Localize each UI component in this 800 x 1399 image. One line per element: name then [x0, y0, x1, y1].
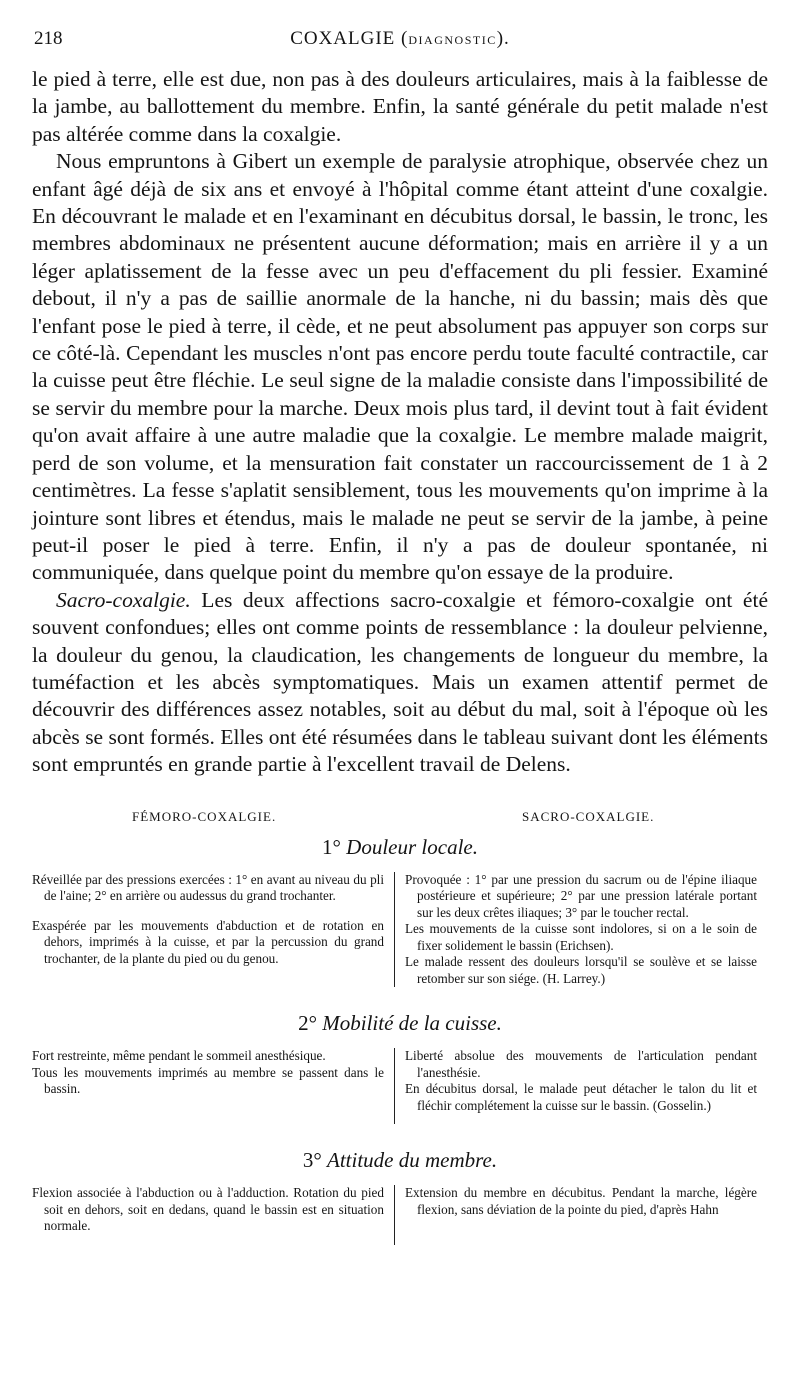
- table-column-left: [32, 872, 394, 988]
- paragraph-3: [32, 587, 768, 779]
- running-title-main: COXALGIE (: [290, 28, 409, 49]
- spacer: [32, 1124, 768, 1144]
- page-number: 218: [34, 28, 63, 49]
- spacer: [32, 987, 768, 1007]
- table-entry: Tous les mouvements imprimés au membre se passent dans le bassin.: [32, 1064, 384, 1097]
- table-entry: Fort restreinte, même pendant le sommeil anesthésique.: [32, 1048, 326, 1064]
- paragraph-2: Nous empruntons à Gibert un exemple de paralysie atrophique, observée chez un enfant âgé déjà de six ans et envoyé à l'hôpital comme étant atteint d'une coxalgie. En découvrant le malade et en l'examinant en décubitus dorsal, le bassin, le tronc, les membres abdominaux ne présentent aucune déformation; mais en arrière il y a un léger aplatissement de la fesse avec un peu d'effacement du pli fessier. Examiné debout, il n'y a pas de saillie anormale de la hanche, ni du bassin; mais dès que l'enfant pose le pied à terre, il cède, et ne peut absolument pas appuyer son corps sur ce côté-là. Cependant les muscles n'ont pas encore perdu toute faculté contractile, car la cuisse peut être fléchie. Le seul signe de la maladie consiste dans l'impossibilité de se servir du membre pour la marche. Deux mois plus tard, il devint tout à fait évident qu'on avait affaire à une autre maladie que la coxalgie. Le membre malade maigrit, perd de son volume, et la mensuration fait constater un raccourcissement de 1 à 2 centimètres. La fesse s'aplatit sensiblement, tous les mouvements qu'on imprime à la jointure sont libres et étendus, mais le malade ne peut se servir de la jambe, à peine peut-il poser le pied à terre. Enfin, il n'y a pas de douleur spontanée, ni communiquée, dans quelque point du membre qu'on essaye de la produire.: [32, 149, 768, 585]
- section-number: 3°: [302, 1148, 322, 1173]
- table-column-right: [394, 1185, 757, 1245]
- paragraph-1: le pied à terre, elle est due, non pas à des douleurs articulaires, mais à la faiblesse de la jambe, au ballottement du membre. Enfin, la santé générale du petit malade n'est pas altérée comme dans la coxalgie.: [32, 67, 768, 146]
- paragraph-3-lead: Sacro-coxalgie.: [56, 587, 191, 612]
- column-heading-femoro: FÉMORO-COXALGIE.: [132, 808, 277, 824]
- column-headings: [32, 809, 768, 831]
- table-entry: Exaspérée par les mouvements d'abduction et de rotation en dehors, imprimés à la cuisse, et par la percussion du grand trochanter, de la plante du pied ou du genou.: [32, 917, 384, 966]
- running-title-end: ).: [496, 28, 510, 49]
- section-number: 2°: [298, 1011, 317, 1036]
- table-column-right: [394, 1048, 757, 1124]
- table-entry: Flexion associée à l'abduction ou à l'adduction. Rotation du pied soit en dehors, soit en dedans, quand le bassin est en situation normale.: [32, 1185, 384, 1234]
- table-entry: En décubitus dorsal, le malade peut détacher le talon du lit et fléchir complétement la cuisse sur le bassin. (Gosselin.): [405, 1081, 757, 1113]
- paragraph-3-text: Les deux affections sacro-coxalgie et fémoro-coxalgie ont été souvent confondues; elles ont comme points de ressemblance : la douleur pelvienne, la douleur du genou, la claudication, les changements de longueur du membre, la tuméfaction et les abcès symptomatiques. Mais un examen attentif permet de découvrir des différences assez notables, soit au début du mal, soit à l'époque où les abcès se sont formés. Elles ont été résumées dans le tableau suivant dont les éléments sont empruntés en grande partie à l'excellent travail de Delens.: [32, 587, 768, 777]
- section-title-1: [32, 835, 768, 860]
- section-heading: Attitude du membre.: [327, 1148, 498, 1173]
- running-title: [32, 28, 768, 50]
- section-title-2: [32, 1011, 768, 1036]
- table-entry: Le malade ressent des douleurs lorsqu'il se soulève et se laisse retomber sur son siége. (H. Larrey.): [405, 954, 757, 986]
- table-entry: Réveillée par des pressions exercées : 1° en avant au niveau du pli de l'aine; 2° en arrière ou audessus du grand trochanter.: [32, 871, 384, 904]
- comparison-table-3: [32, 1185, 768, 1245]
- page: [32, 28, 768, 1245]
- table-entry: Les mouvements de la cuisse sont indolores, si on a le soin de fixer solidement le bassin (Erichsen).: [405, 921, 757, 953]
- section-number: 1°: [322, 834, 341, 859]
- table-column-left: [32, 1185, 394, 1245]
- comparison-table-1: [32, 872, 768, 988]
- table-entry: Extension du membre en décubitus. Pendant la marche, légère flexion, sans déviation de la pointe du pied, d'après Hahn: [405, 1185, 757, 1217]
- comparison-table-2: [32, 1048, 768, 1124]
- table-entry: Liberté absolue des mouvements de l'articulation pendant l'anesthésie.: [405, 1048, 757, 1080]
- running-title-small: DIAGNOSTIC: [408, 33, 497, 47]
- section-heading: Douleur locale.: [346, 834, 478, 859]
- body-text: [32, 66, 768, 779]
- section-heading: Mobilité de la cuisse.: [322, 1011, 502, 1036]
- table-entry: Provoquée : 1° par une pression du sacrum ou de l'épine iliaque postérieure et supérieure; 2° par une pression latérale portant sur les deux crêtes iliaques; 3° par le toucher rectal.: [405, 871, 757, 920]
- column-heading-sacro: SACRO-COXALGIE.: [522, 808, 655, 824]
- section-title-3: [32, 1148, 768, 1173]
- table-column-left: [32, 1048, 394, 1124]
- running-head: [32, 28, 768, 58]
- table-column-right: [394, 872, 757, 988]
